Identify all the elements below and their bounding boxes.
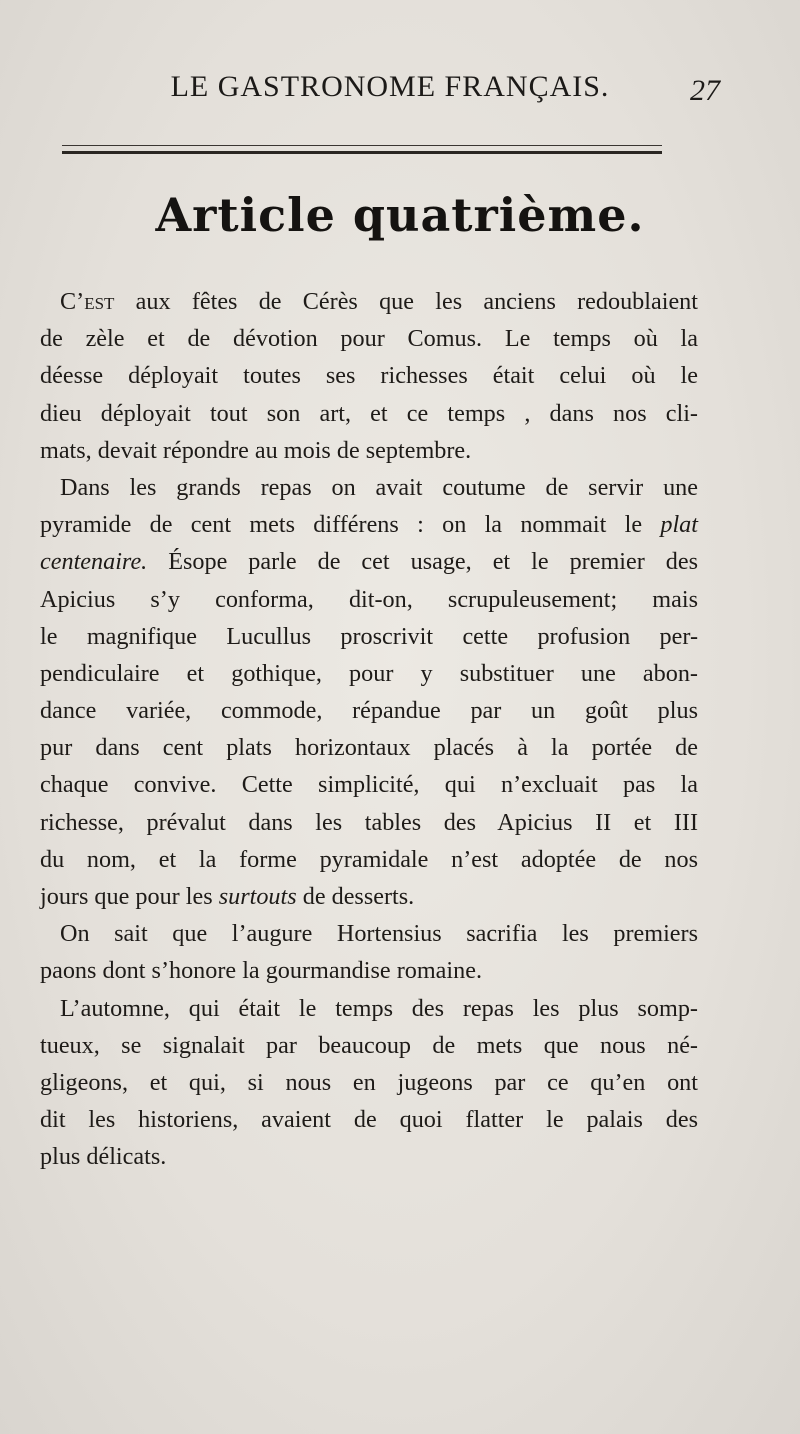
text-line: jours que pour les surtouts de desserts. (40, 883, 415, 910)
text-line: le magnifique Lucullus proscrivit cette profusion per- (40, 622, 698, 650)
text-line: du nom, et la forme pyramidale n’est adoptée de nos (40, 845, 698, 873)
italic-term: plat (660, 511, 698, 539)
paragraph (40, 469, 698, 915)
text-line: dance variée, commode, répandue par un goût plus (40, 697, 698, 725)
text-line: plus délicats. (40, 1143, 167, 1171)
text-line: de zèle et de dévotion pour Comus. Le temps où la (40, 325, 698, 353)
text-line: Dans les grands repas on avait coutume de servir une (60, 473, 698, 501)
text-line: paons dont s’honore la gourmandise romaine. (40, 957, 482, 985)
text-line: centenaire. Ésope parle de cet usage, et le premier des (40, 548, 698, 576)
running-head (100, 70, 720, 110)
header-rule-thick (62, 151, 662, 154)
paragraph (40, 915, 698, 989)
paragraph (40, 990, 698, 1176)
text-line: dieu déployait tout son art, et ce temps , dans nos cli- (40, 399, 698, 427)
italic-term: surtouts (218, 883, 297, 910)
text-line: On sait que l’augure Hortensius sacrifia les premiers (60, 920, 698, 948)
text-line: Apicius s’y conforma, dit-on, scrupuleusement; mais (40, 585, 698, 613)
running-title: LE GASTRONOME FRANÇAIS. (170, 70, 610, 103)
body-text (40, 283, 698, 1176)
italic-term: centenaire. (40, 548, 148, 576)
chapter-heading: Article quatrième. (155, 188, 645, 242)
text-line: déesse déployait toutes ses richesses était celui où le (40, 362, 698, 390)
text-line: C’est aux fêtes de Cérès que les anciens redoublaient (60, 288, 698, 315)
text-line: pyramide de cent mets différens : on la nommait le plat (40, 511, 698, 539)
paragraph (40, 283, 698, 469)
page-number: 27 (690, 74, 720, 107)
small-caps-lead: C’est (60, 288, 115, 315)
text-line: pur dans cent plats horizontaux placés à la portée de (40, 734, 698, 762)
header-rule-thin (62, 145, 662, 146)
text-line: L’automne, qui était le temps des repas les plus somp- (60, 994, 698, 1022)
text-line: gligeons, et qui, si nous en jugeons par ce qu’en ont (40, 1068, 698, 1096)
text-line: tueux, se signalait par beaucoup de mets que nous né- (40, 1031, 698, 1059)
text-line: chaque convive. Cette simplicité, qui n’excluait pas la (40, 771, 698, 799)
text-line: dit les historiens, avaient de quoi flatter le palais des (40, 1106, 698, 1134)
text-line: richesse, prévalut dans les tables des Apicius II et III (40, 808, 698, 836)
text-line: pendiculaire et gothique, pour y substituer une abon- (40, 659, 698, 687)
text-line: mats, devait répondre au mois de septembre. (40, 436, 472, 464)
